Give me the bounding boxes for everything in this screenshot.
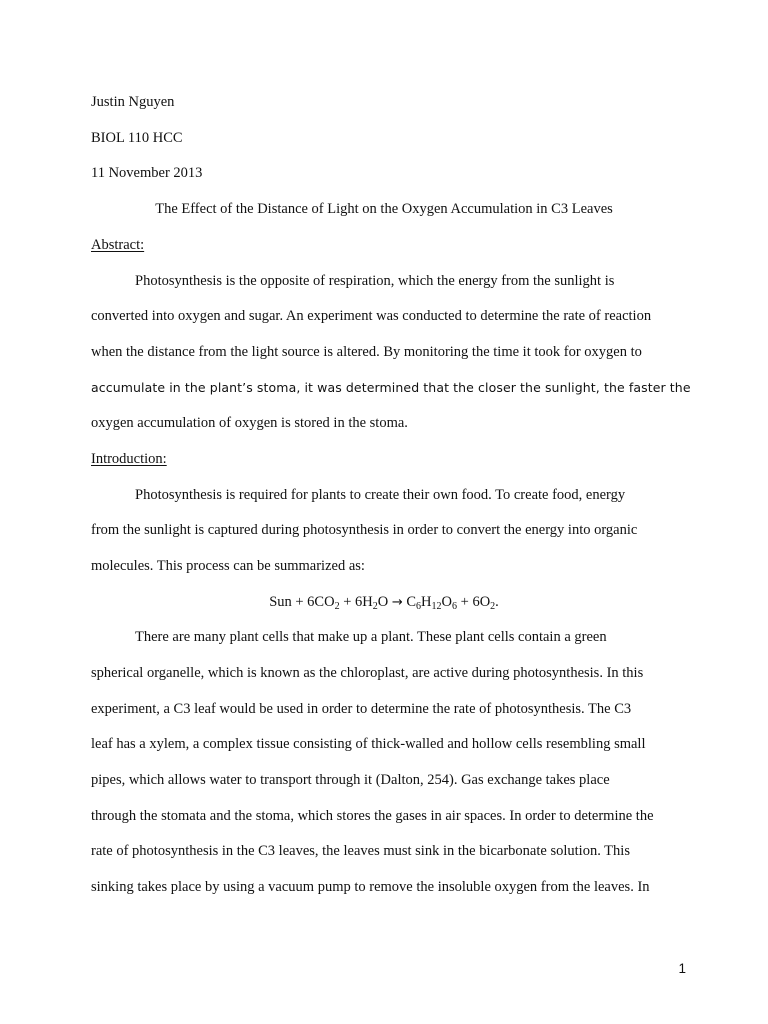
abstract-line: when the distance from the light source is altered. By monitoring the time it took for oxygen to (91, 344, 642, 360)
abstract-line: converted into oxygen and sugar. An experiment was conducted to determine the rate of reaction (91, 308, 652, 324)
intro-line: experiment, a C3 leaf would be used in order to determine the rate of photosynthesis. The C3 (91, 701, 632, 717)
intro-line: rate of photosynthesis in the C3 leaves, the leaves must sink in the bicarbonate solution. This (91, 843, 630, 859)
course-code: BIOL 110 HCC (91, 130, 183, 146)
abstract-line: accumulate in the plant’s stoma, it was determined that the closer the sunlight, the faster the (91, 380, 691, 395)
intro-line: Photosynthesis is required for plants to create their own food. To create food, energy (135, 487, 626, 503)
abstract-heading: Abstract: (91, 237, 145, 253)
intro-line: sinking takes place by using a vacuum pump to remove the insoluble oxygen from the leaves. In (91, 879, 650, 895)
reaction-arrow-icon: → (391, 595, 403, 610)
intro-line: from the sunlight is captured during photosynthesis in order to convert the energy into organic (91, 522, 638, 538)
page-number: 1 (678, 961, 686, 976)
introduction-heading: Introduction: (91, 451, 167, 467)
intro-line: leaf has a xylem, a complex tissue consisting of thick-walled and hollow cells resembling small (91, 736, 646, 752)
intro-line: pipes, which allows water to transport through it (Dalton, 254). Gas exchange takes place (91, 772, 610, 788)
abstract-line: Photosynthesis is the opposite of respiration, which the energy from the sunlight is (135, 273, 615, 289)
photosynthesis-equation: Sun + $6CO_2 + 6H_2O \to C_6H_{12}O_6 + 6O_2$. (269, 594, 499, 612)
author-name: Justin Nguyen (91, 94, 175, 110)
date-line: 11 November 2013 (91, 165, 203, 181)
intro-line: molecules. This process can be summarized as: (91, 558, 365, 574)
intro-line: spherical organelle, which is known as the chloroplast, are active during photosynthesis. In this (91, 665, 644, 681)
abstract-line: oxygen accumulation of oxygen is stored in the stoma. (91, 415, 408, 431)
intro-line: There are many plant cells that make up a plant. These plant cells contain a green (135, 629, 607, 645)
paper-title: The Effect of the Distance of Light on the Oxygen Accumulation in C3 Leaves (155, 201, 613, 217)
intro-line: through the stomata and the stoma, which stores the gases in air spaces. In order to determine the (91, 808, 654, 824)
